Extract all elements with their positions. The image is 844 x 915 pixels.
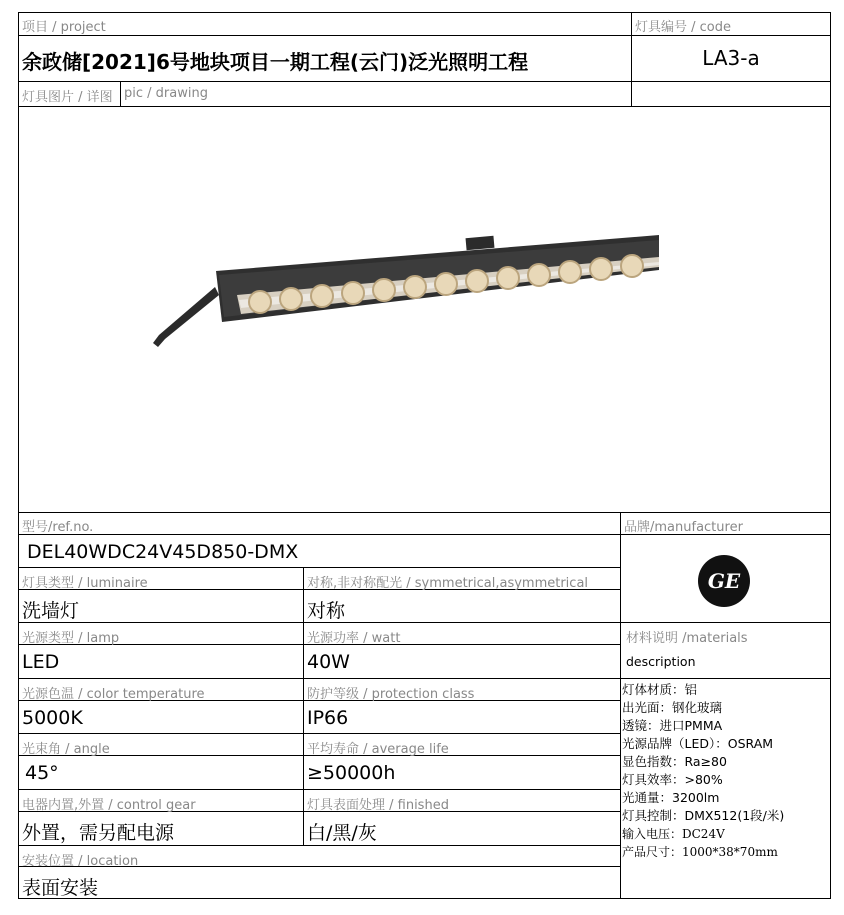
materials-label: 材料说明 /materials [626, 631, 748, 646]
angle-value: 45° [25, 762, 59, 784]
color-temp-label: 光源色温 / color temperature [22, 687, 205, 702]
material-line: 光源品牌（LED）：OSRAM [622, 736, 774, 751]
manufacturer-label: 品牌/manufacturer [624, 520, 743, 535]
product-image [19, 107, 830, 512]
lamp-value: LED [22, 651, 60, 673]
symmetry-value: 对称 [307, 600, 346, 622]
material-line: 产品尺寸：1000*38*70mm [622, 845, 778, 859]
project-name: 余政储[2021]6号地块项目一期工程(云门)泛光照明工程 [22, 50, 529, 74]
location-label: 安装位置 / location [22, 854, 139, 869]
picture-label-cn: 灯具图片 / 详图 [22, 90, 113, 105]
luminaire-value: 洗墙灯 [22, 600, 80, 622]
picture-label-en: pic / drawing [124, 86, 208, 101]
luminaire-code: LA3-a [702, 46, 760, 70]
protection-value: IP66 [307, 707, 349, 729]
gear-label: 电器内置,外置 / control gear [22, 798, 196, 813]
ge-logo-text: GE [707, 569, 741, 593]
project-label: 项目 / project [22, 20, 106, 35]
material-line: 透镜：进口PMMA [622, 718, 723, 733]
material-line: 灯具效率：>80% [622, 772, 723, 787]
color-temp-value: 5000K [22, 707, 83, 729]
material-line: 光通量：3200lm [622, 790, 720, 805]
life-value: ≥50000h [307, 762, 396, 784]
code-label: 灯具编号 / code [635, 20, 731, 35]
spec-sheet [18, 12, 831, 899]
finish-label: 灯具表面处理 / finished [307, 798, 449, 813]
materials-description-label: description [626, 654, 696, 669]
gear-value: 外置，需另配电源 [22, 822, 175, 844]
material-line: 灯具控制：DMX512(1段/米) [622, 808, 785, 823]
materials-list [622, 681, 828, 861]
finish-value: 白/黑/灰 [307, 822, 377, 844]
luminaire-label: 灯具类型 / luminaire [22, 576, 148, 591]
watt-label: 光源功率 / watt [307, 631, 401, 646]
material-line: 灯体材质：铝 [622, 682, 698, 697]
watt-value: 40W [307, 651, 350, 673]
material-line: 输入电压：DC24V [622, 827, 725, 841]
material-line: 显色指数：Ra≥80 [622, 754, 727, 769]
refno-label: 型号/ref.no. [22, 520, 94, 535]
symmetry-label: 对称,非对称配光 / symmetrical,asymmetrical [307, 576, 589, 591]
location-value: 表面安装 [22, 877, 99, 899]
life-label: 平均寿命 / average life [307, 742, 449, 757]
angle-label: 光束角 / angle [22, 742, 110, 757]
protection-label: 防护等级 / protection class [307, 687, 475, 702]
ge-logo [698, 555, 750, 607]
material-line: 出光面：钢化玻璃 [622, 700, 723, 715]
lamp-label: 光源类型 / lamp [22, 631, 120, 646]
refno-value: DEL40WDC24V45D850-DMX [27, 541, 299, 563]
